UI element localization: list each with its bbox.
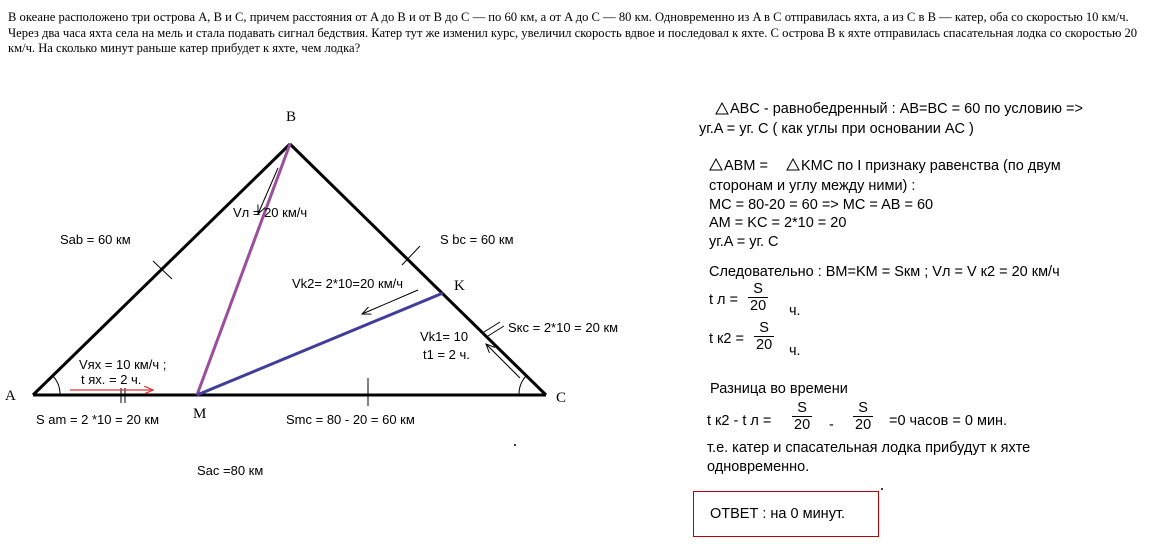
difference-fraction-2 (853, 400, 873, 433)
segment-mk (197, 293, 443, 395)
solution-line-2: уг.A = уг. C ( как углы при основании AC ) (699, 121, 974, 137)
solution-line-6: AM = KC = 2*10 = 20 (709, 215, 847, 231)
label-vyah: Vях = 10 км/ч ; (79, 357, 167, 372)
tl-unit: ч. (789, 303, 801, 319)
solution-line-1: ABC - равнобедренный : AB=BC = 60 по условию => (730, 101, 1083, 117)
triangle-symbol-abm (710, 159, 722, 170)
label-t1: t1 = 2 ч. (423, 347, 470, 362)
tk2-label: t к2 = (709, 331, 744, 347)
answer-text: ОТВЕТ : на 0 минут. (710, 506, 846, 522)
conclusion-line-2: одновременно. (707, 459, 810, 475)
label-vk2: Vk2= 2*10=20 км/ч (292, 276, 404, 291)
solution-line-7: уг.A = уг. C (709, 234, 779, 250)
difference-numerator-1: S (797, 400, 807, 416)
vertex-label-a: A (5, 388, 16, 404)
triangle-symbol-kmc (787, 159, 799, 170)
stray-dot-1 (514, 444, 516, 446)
label-tyah: t ях. = 2 ч. (81, 372, 142, 387)
difference-title: Разница во времени (710, 381, 848, 397)
label-smc: Smc = 80 - 20 = 60 км (286, 412, 415, 427)
solution-line-4: сторонам и углу между ними) : (709, 178, 916, 194)
difference-denominator-1: 20 (794, 417, 811, 433)
tk2-fraction (754, 320, 774, 353)
label-sab: Sab = 60 км (60, 232, 131, 247)
arrow-cutter-initial (486, 344, 520, 378)
difference-denominator-2: 20 (855, 417, 872, 433)
vertex-label-c: C (556, 390, 567, 406)
difference-fraction-1 (792, 400, 812, 433)
solution-line-5: MC = 80-20 = 60 => MC = AB = 60 (709, 197, 934, 213)
tk2-numerator: S (759, 320, 769, 336)
difference-numerator-2: S (858, 400, 868, 416)
vertex-label-m: M (193, 406, 207, 422)
tl-numerator: S (753, 281, 763, 297)
angle-arc-a (53, 376, 60, 395)
tl-label: t л = (709, 292, 739, 308)
label-vk1: Vk1= 10 (420, 329, 469, 344)
difference-minus: - (829, 417, 834, 433)
triangle-symbol-abc (716, 103, 728, 114)
problem-statement: В океане расположено три острова A, B и C, причем расстояния от A до B и от B до C — по 60 км, а от A до C — 80 км. Одновременно из A в C отправилась яхта, а из C в B — катер, оба со скоростью 10 км/ч. Через два часа яхта села на мель и стала подавать сигнал бедствия. Катер тут же изменил курс, увеличил скорость вдвое и последовал к яхте. С острова B к яхте отправилась спасательная лодка со скоростью 20 км/ч. На сколько минут раньше катер прибудет к яхте, чем лодка? (8, 10, 1138, 55)
difference-result: =0 часов = 0 мин. (889, 413, 1008, 429)
label-vl: Vл = 20 км/ч (233, 205, 308, 220)
solution-line-3b: KMC по I признаку равенства (по двум (801, 158, 1061, 174)
arrow-cutter-new (362, 290, 418, 314)
tl-denominator: 20 (750, 298, 767, 314)
vertex-label-k: K (454, 278, 465, 294)
answer-box (693, 491, 879, 537)
label-sbc: S bc = 60 км (440, 232, 514, 247)
label-skc: Sкс = 2*10 = 20 км (508, 320, 619, 335)
tl-fraction (748, 281, 768, 314)
vertex-label-b: B (286, 109, 297, 125)
stray-dot-2 (881, 488, 883, 490)
label-sam: S am = 2 *10 = 20 км (36, 412, 160, 427)
side-bc (290, 144, 546, 395)
label-sac: Sac =80 км (197, 463, 264, 478)
segment-bm (197, 144, 290, 395)
solution-line-3a: ABM = (724, 158, 768, 174)
angle-arc-c (519, 376, 526, 395)
tk2-denominator: 20 (756, 337, 773, 353)
tk2-unit: ч. (789, 343, 801, 359)
conclusion-line-1: т.е. катер и спасательная лодка прибудут к яхте (707, 440, 1031, 456)
solution-line-8: Следовательно : BM=KM = Sкм ; Vл = V к2 = 20 км/ч (709, 264, 1060, 280)
difference-label: t к2 - t л = (707, 413, 772, 429)
